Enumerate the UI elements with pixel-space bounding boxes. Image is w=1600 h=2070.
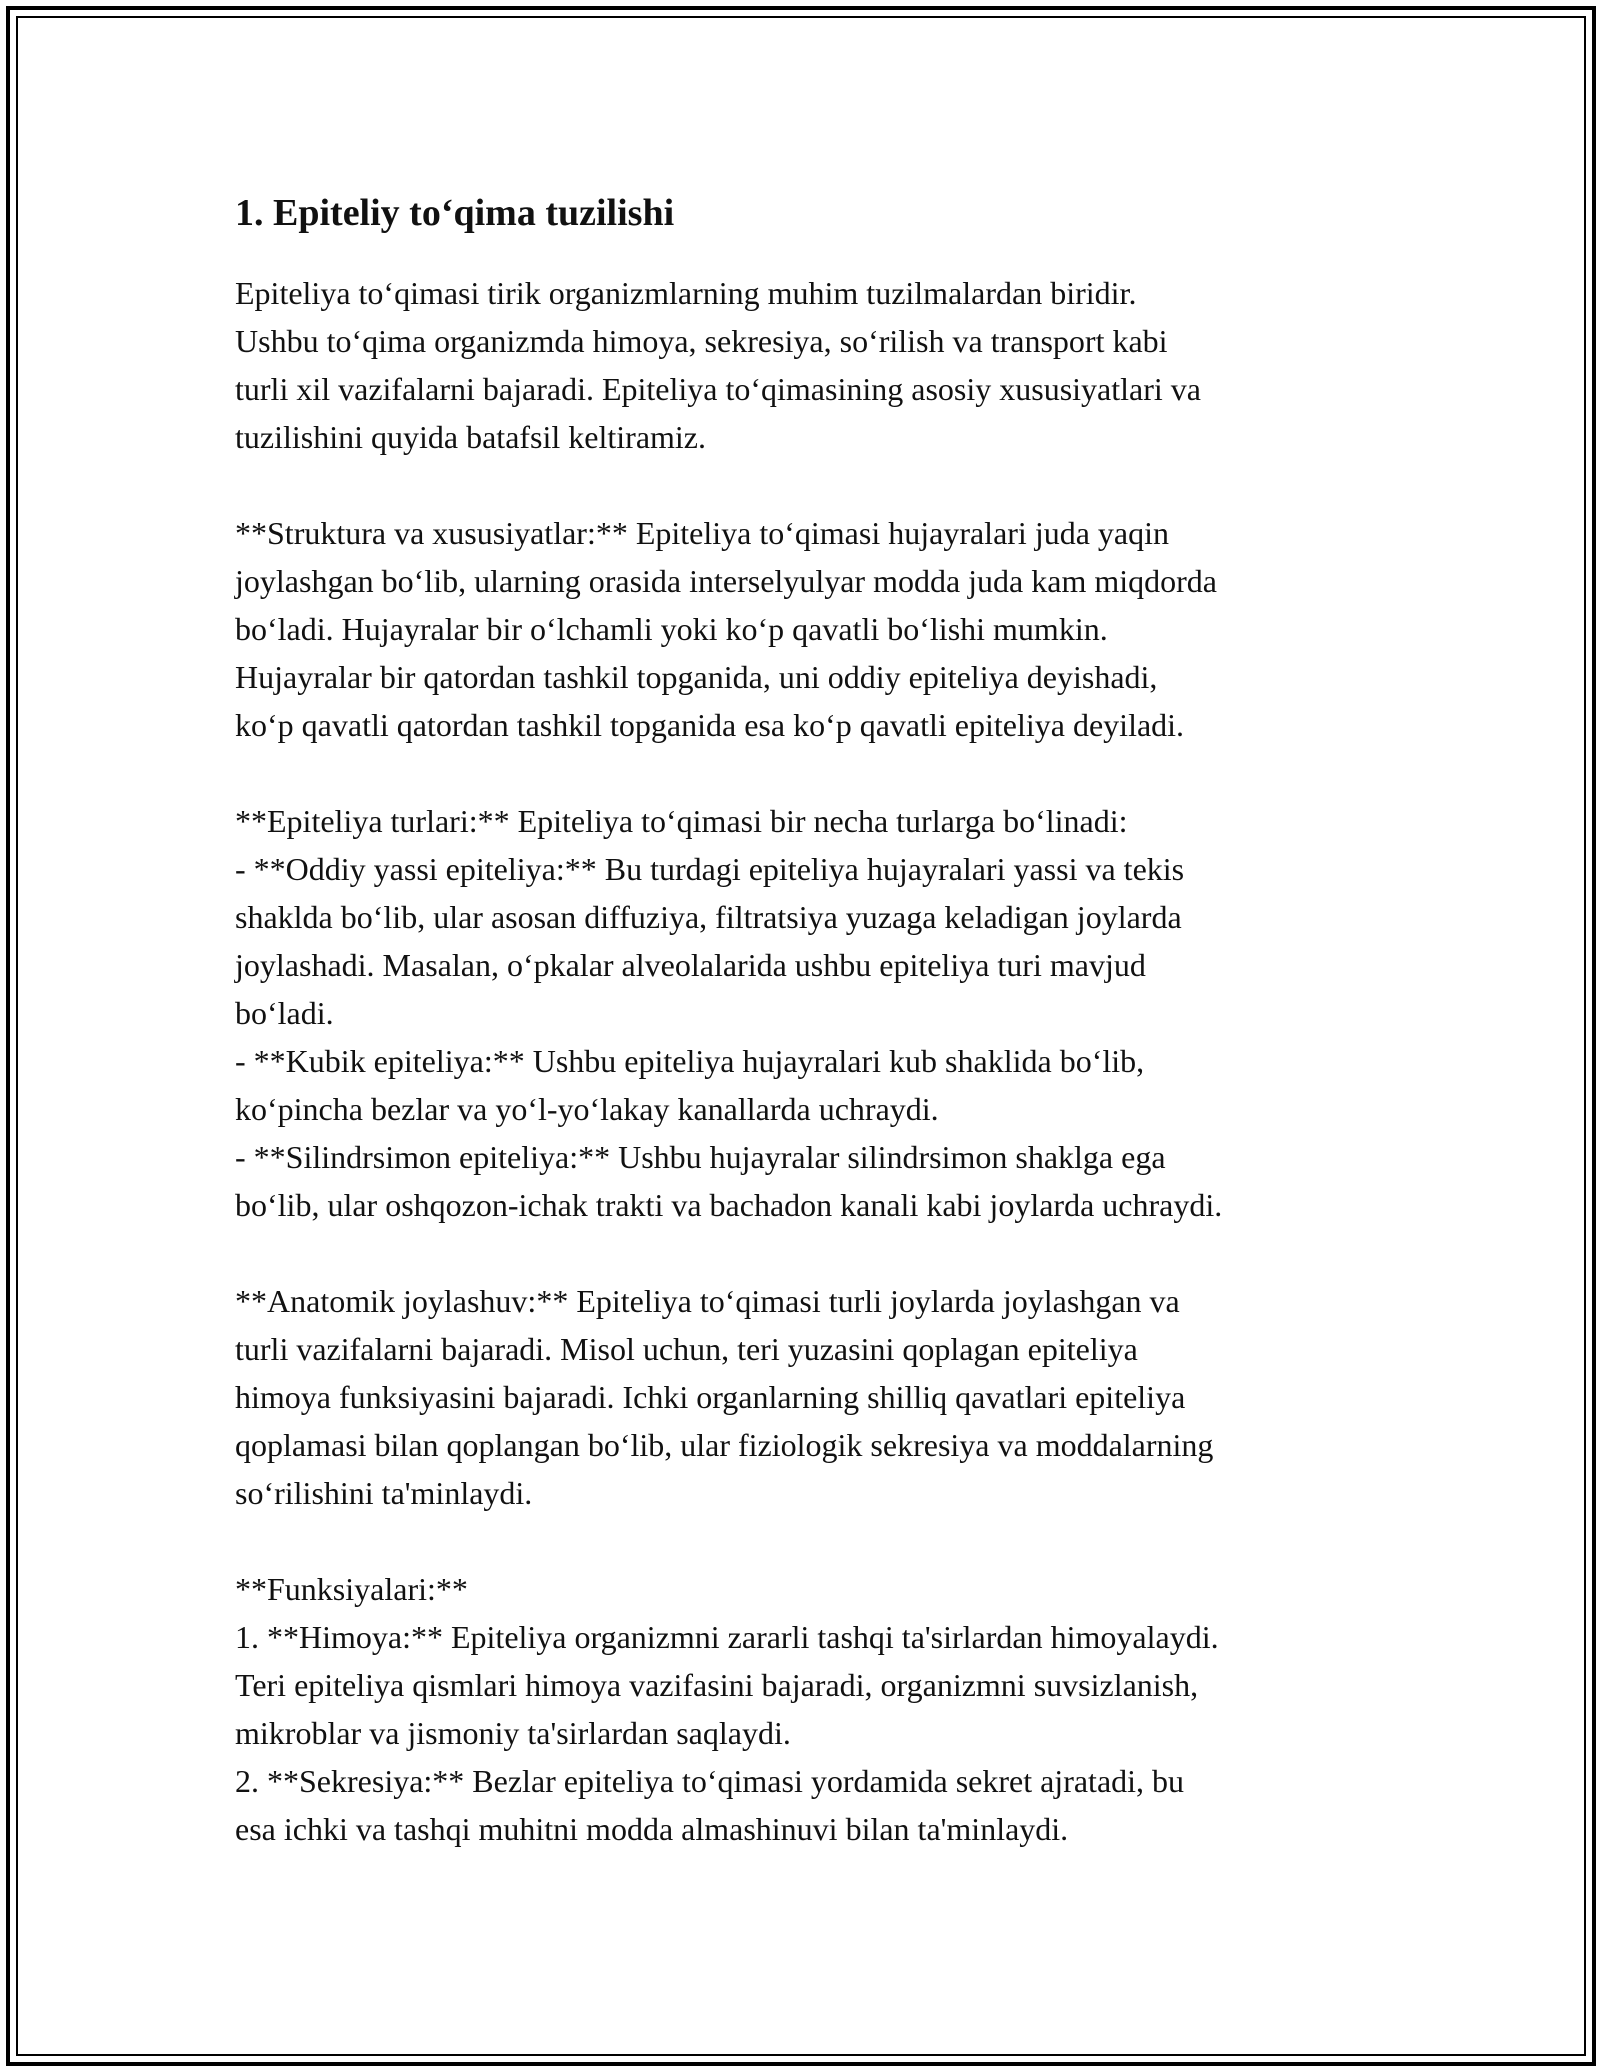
paragraph-line: 1. **Himoya:** Epiteliya organizmni zararli tashqi ta'sirlardan himoyalaydi.: [235, 1619, 1219, 1655]
paragraph-line: ko‘p qavatli qatordan tashkil topganida esa ko‘p qavatli epiteliya deyiladi.: [235, 707, 1185, 743]
paragraph-line: - **Silindrsimon epiteliya:** Ushbu hujayralar silindrsimon shaklga ega: [235, 1139, 1166, 1175]
paragraph-line: turli xil vazifalarni bajaradi. Epiteliya to‘qimasining asosiy xususiyatlari va: [235, 371, 1201, 407]
paragraph: [235, 797, 1385, 1229]
paragraph: [235, 1277, 1385, 1517]
paragraph: [235, 509, 1385, 749]
paragraph-line: bo‘lib, ular oshqozon-ichak trakti va bachadon kanali kabi joylarda uchraydi.: [235, 1187, 1223, 1223]
section-heading: 1. Epiteliy to‘qima tuzilishi: [235, 192, 675, 234]
paragraph-line: Epiteliya to‘qimasi tirik organizmlarning muhim tuzilmalardan biridir.: [235, 275, 1137, 311]
paragraph-line: shaklda bo‘lib, ular asosan diffuziya, filtratsiya yuzaga keladigan joylarda: [235, 899, 1182, 935]
paragraph-line: 2. **Sekresiya:** Bezlar epiteliya to‘qimasi yordamida sekret ajratadi, bu: [235, 1763, 1185, 1799]
paragraph-line: mikroblar va jismoniy ta'sirlardan saqlaydi.: [235, 1715, 791, 1751]
paragraph-line: bo‘ladi.: [235, 995, 334, 1031]
paragraph-line: - **Kubik epiteliya:** Ushbu epiteliya hujayralari kub shaklida bo‘lib,: [235, 1043, 1145, 1079]
paragraph-spacer: [235, 1229, 1385, 1277]
paragraph-line: joylashadi. Masalan, o‘pkalar alveolalarida ushbu epiteliya turi mavjud: [235, 947, 1146, 983]
paragraph-line: turli vazifalarni bajaradi. Misol uchun, teri yuzasini qoplagan epiteliya: [235, 1331, 1138, 1367]
paragraphs-container: [235, 269, 1385, 1853]
paragraph-line: tuzilishini quyida batafsil keltiramiz.: [235, 419, 706, 455]
paragraph: [235, 269, 1385, 461]
paragraph-line: himoya funksiyasini bajaradi. Ichki organlarning shilliq qavatlari epiteliya: [235, 1379, 1186, 1415]
paragraph-spacer: [235, 1517, 1385, 1565]
paragraph-line: **Funksiyalari:**: [235, 1571, 468, 1607]
paragraph-line: bo‘ladi. Hujayralar bir o‘lchamli yoki ko‘p qavatli bo‘lishi mumkin.: [235, 611, 1108, 647]
paragraph-spacer: [235, 461, 1385, 509]
paragraph-line: - **Oddiy yassi epiteliya:** Bu turdagi epiteliya hujayralari yassi va tekis: [235, 851, 1185, 887]
paragraph-line: **Epiteliya turlari:** Epiteliya to‘qimasi bir necha turlarga bo‘linadi:: [235, 803, 1128, 839]
paragraph: [235, 1565, 1385, 1853]
document-body: [235, 185, 1385, 1853]
paragraph-line: **Anatomik joylashuv:** Epiteliya to‘qimasi turli joylarda joylashgan va: [235, 1283, 1180, 1319]
paragraph-line: so‘rilishini ta'minlaydi.: [235, 1475, 533, 1511]
paragraph-line: joylashgan bo‘lib, ularning orasida interselyulyar modda juda kam miqdorda: [235, 563, 1217, 599]
paragraph-line: qoplamasi bilan qoplangan bo‘lib, ular fiziologik sekresiya va moddalarning: [235, 1427, 1214, 1463]
paragraph-line: **Struktura va xususiyatlar:** Epiteliya to‘qimasi hujayralari juda yaqin: [235, 515, 1169, 551]
paragraph-line: Ushbu to‘qima organizmda himoya, sekresiya, so‘rilish va transport kabi: [235, 323, 1168, 359]
paragraph-line: esa ichki va tashqi muhitni modda almashinuvi bilan ta'minlaydi.: [235, 1811, 1069, 1847]
paragraph-line: Hujayralar bir qatordan tashkil topganida, uni oddiy epiteliya deyishadi,: [235, 659, 1158, 695]
paragraph-spacer: [235, 749, 1385, 797]
paragraph-line: ko‘pincha bezlar va yo‘l-yo‘lakay kanallarda uchraydi.: [235, 1091, 939, 1127]
paragraph-line: Teri epiteliya qismlari himoya vazifasini bajaradi, organizmni suvsizlanish,: [235, 1667, 1199, 1703]
